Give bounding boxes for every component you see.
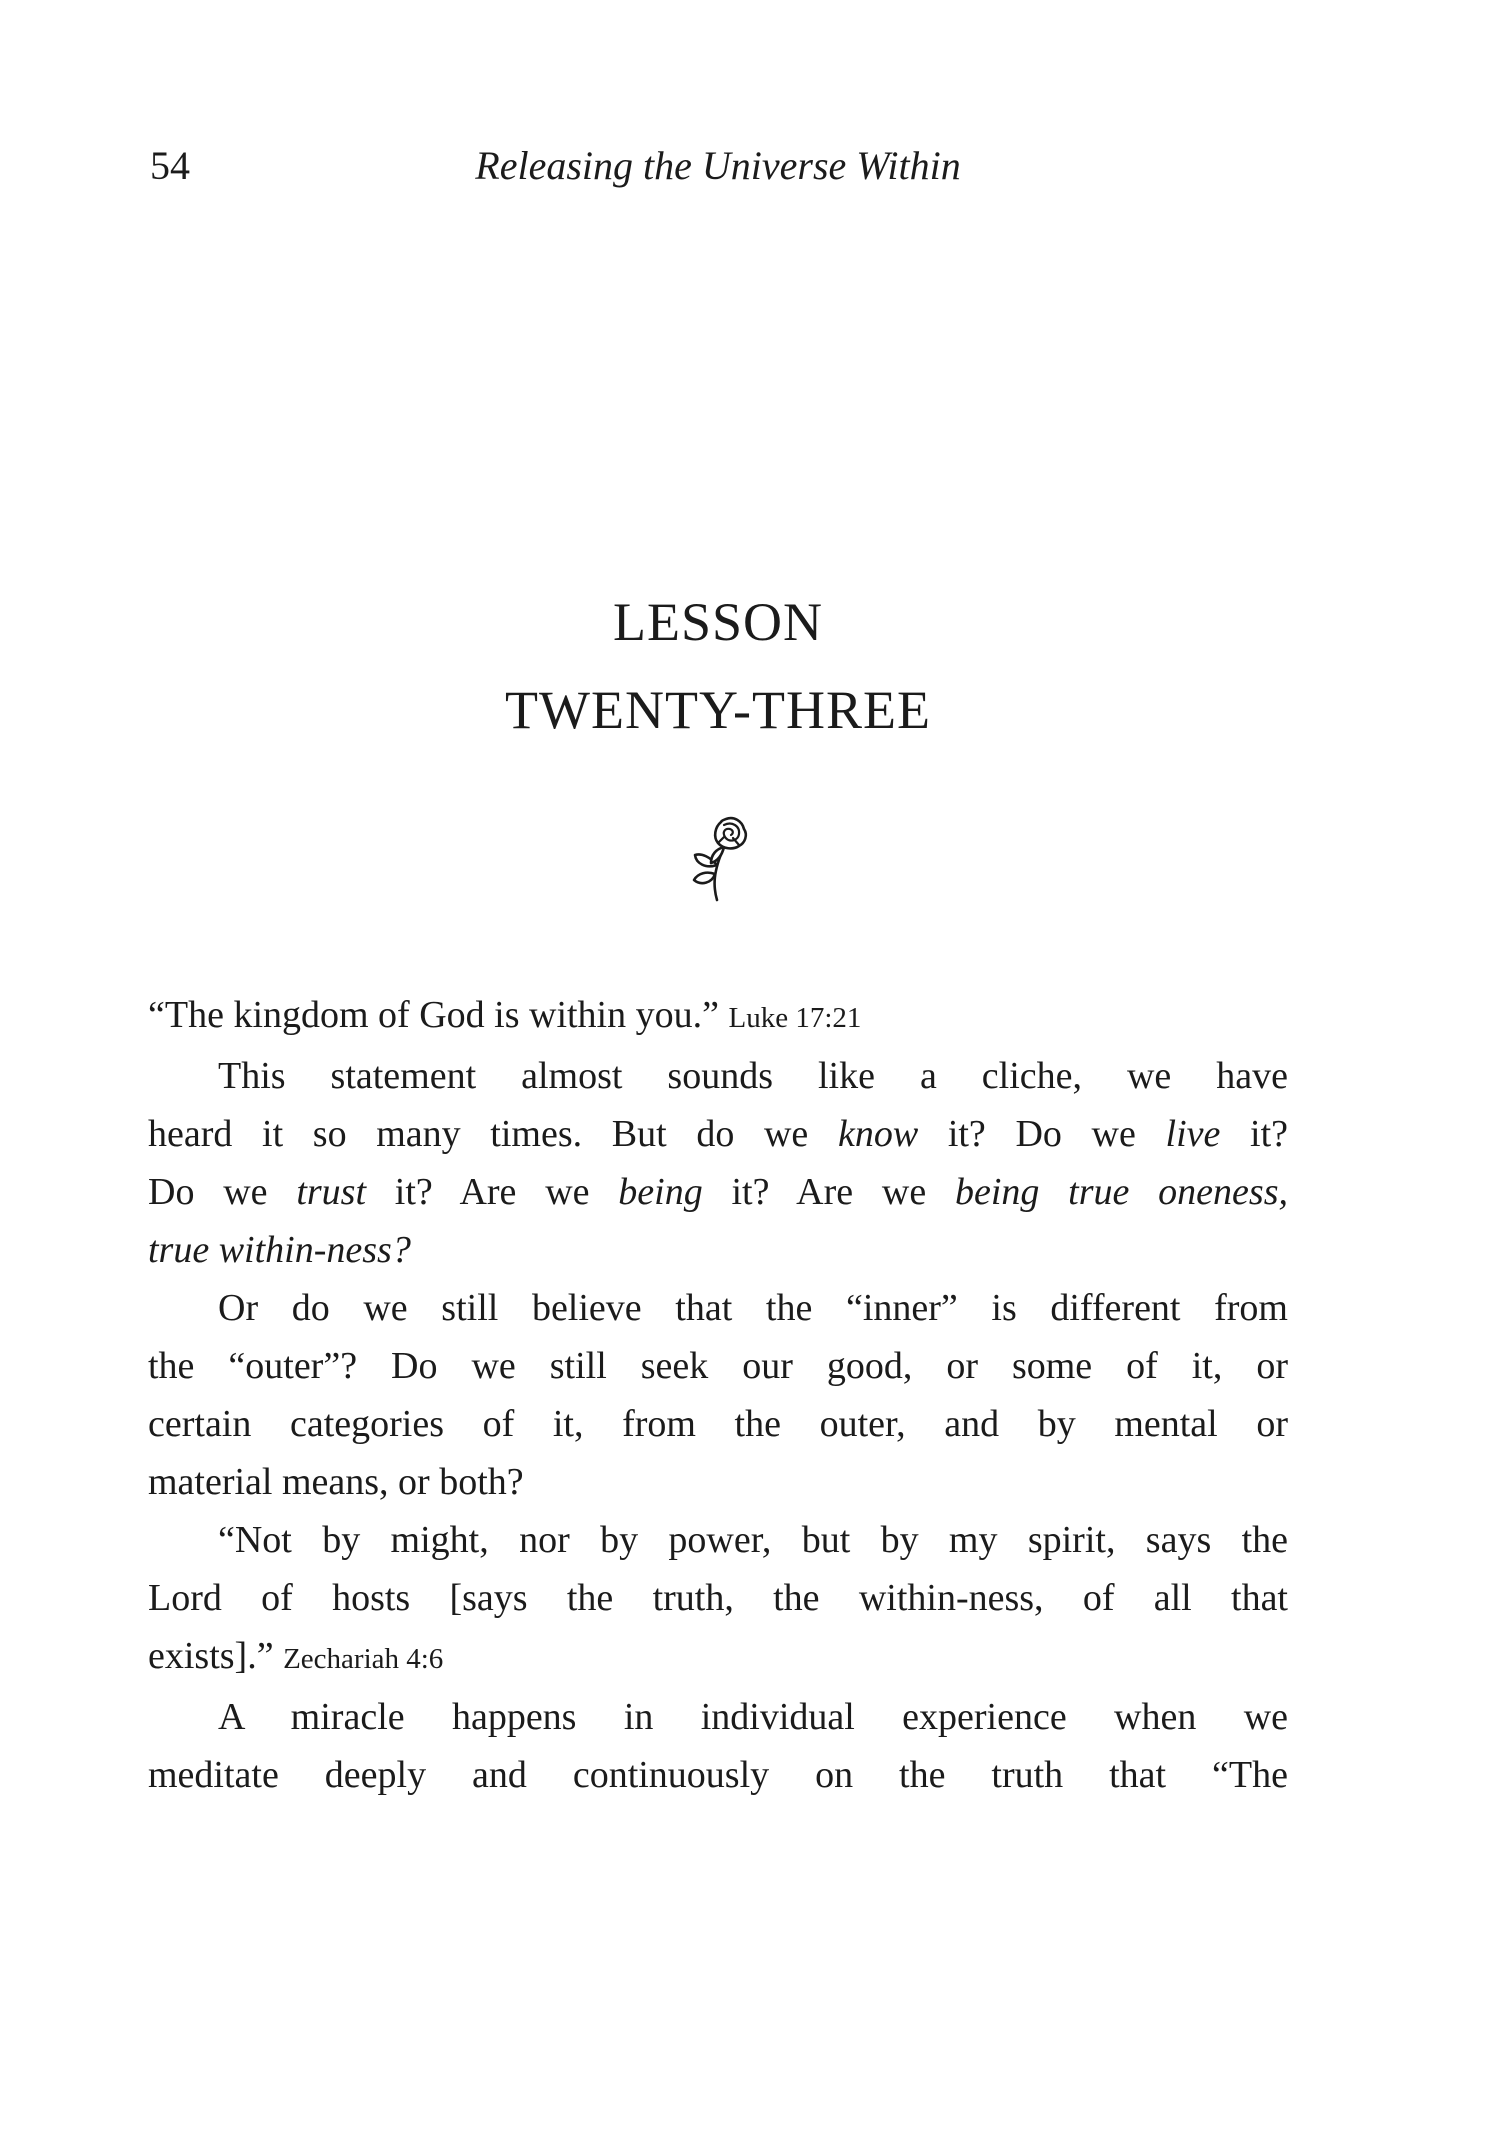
text-run: This statement almost sounds like a cliche, we have bbox=[218, 1055, 1288, 1097]
scripture-reference: Zechariah 4:6 bbox=[283, 1643, 444, 1675]
page-number: 54 bbox=[150, 143, 190, 188]
lesson-title-line2: TWENTY-THREE bbox=[505, 680, 931, 740]
text-line bbox=[148, 1569, 1288, 1627]
scripture-reference: Luke 17:21 bbox=[728, 1002, 862, 1034]
text-line bbox=[148, 1746, 1288, 1804]
text-run: meditate deeply and continuously on the truth that “The bbox=[148, 1754, 1288, 1796]
book-page bbox=[148, 142, 1288, 1804]
text-run: know bbox=[837, 1113, 919, 1155]
paragraph bbox=[148, 1047, 1288, 1279]
text-run: it? bbox=[1220, 1113, 1289, 1155]
text-line bbox=[148, 1337, 1288, 1395]
paragraph bbox=[148, 1688, 1288, 1804]
paragraph bbox=[148, 1511, 1288, 1688]
text-run: exists].” bbox=[148, 1635, 284, 1677]
ornament-container bbox=[148, 816, 1288, 908]
running-header bbox=[148, 142, 1288, 190]
text-run: A miracle happens in individual experience when we bbox=[218, 1696, 1288, 1738]
lesson-title bbox=[148, 578, 1288, 754]
text-run: it? Are we bbox=[702, 1171, 955, 1213]
text-line bbox=[148, 1688, 1288, 1746]
text-line bbox=[148, 986, 1288, 1047]
body-text bbox=[148, 986, 1288, 1804]
text-run: “The kingdom of God is within you.” bbox=[148, 994, 729, 1036]
text-run: being true oneness, bbox=[954, 1171, 1288, 1213]
text-line bbox=[148, 1163, 1288, 1221]
text-run: certain categories of it, from the outer, and by mental or bbox=[148, 1403, 1288, 1445]
text-run: live bbox=[1165, 1113, 1221, 1155]
text-run: true within-ness? bbox=[148, 1229, 411, 1271]
lesson-title-line1: LESSON bbox=[612, 592, 824, 652]
rose-ornament-icon bbox=[687, 815, 749, 910]
text-run: material means, or both? bbox=[148, 1461, 524, 1503]
text-run: the “outer”? Do we still seek our good, or some of it, or bbox=[148, 1345, 1288, 1387]
text-line bbox=[148, 1627, 1288, 1688]
text-run: heard it so many times. But do we bbox=[148, 1113, 838, 1155]
text-line bbox=[148, 1279, 1288, 1337]
text-run: being bbox=[618, 1171, 703, 1213]
text-line bbox=[148, 1221, 1288, 1279]
text-run: Do we bbox=[148, 1171, 297, 1213]
text-line bbox=[148, 1453, 1288, 1511]
text-line bbox=[148, 1047, 1288, 1105]
text-run: trust bbox=[296, 1171, 367, 1213]
text-run: it? Are we bbox=[366, 1171, 619, 1213]
running-header-title: Releasing the Universe Within bbox=[475, 143, 961, 188]
text-run: Lord of hosts [says the truth, the within-ness, of all that bbox=[148, 1577, 1288, 1619]
text-run: Or do we still believe that the “inner” is different from bbox=[218, 1287, 1288, 1329]
text-line bbox=[148, 1395, 1288, 1453]
paragraph bbox=[148, 1279, 1288, 1511]
text-run: it? Do we bbox=[918, 1113, 1166, 1155]
text-line bbox=[148, 1511, 1288, 1569]
paragraph bbox=[148, 986, 1288, 1047]
text-line bbox=[148, 1105, 1288, 1163]
text-run: “Not by might, nor by power, but by my spirit, says the bbox=[218, 1519, 1288, 1561]
